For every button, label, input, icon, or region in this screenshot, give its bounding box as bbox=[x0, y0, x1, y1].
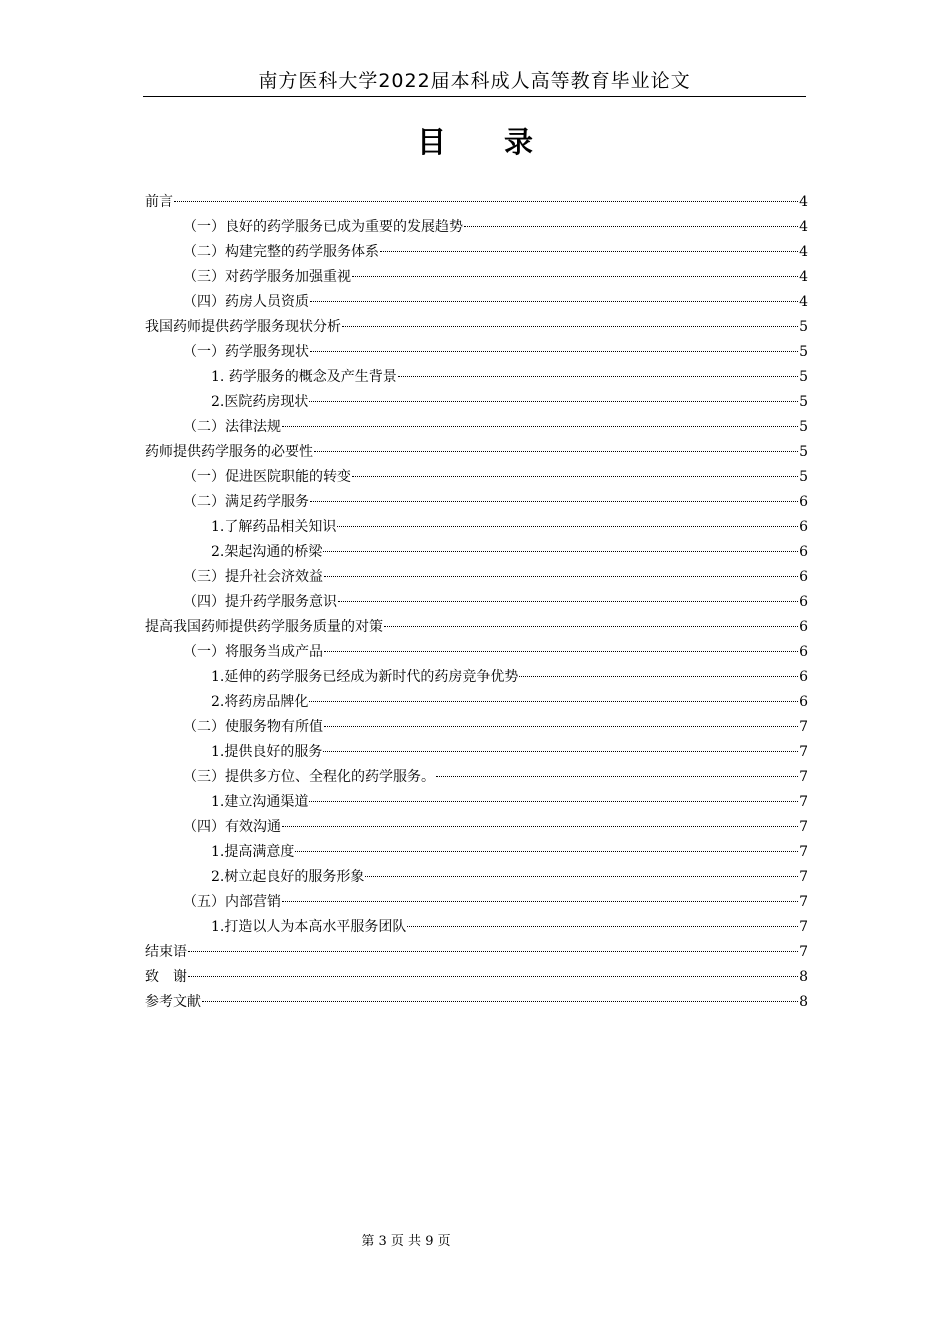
toc-dot-leader bbox=[384, 626, 798, 627]
toc-entry[interactable] bbox=[145, 940, 808, 965]
toc-entry[interactable] bbox=[145, 815, 808, 840]
toc-entry-title: （二）构建完整的药学服务体系 bbox=[183, 244, 379, 260]
toc-entry[interactable] bbox=[145, 440, 808, 465]
toc-dot-leader bbox=[324, 726, 798, 727]
toc-entry[interactable] bbox=[145, 540, 808, 565]
toc-entry-page-number: 4 bbox=[799, 294, 808, 310]
toc-entry-title: 2.医院药房现状 bbox=[211, 394, 309, 410]
toc-entry-title: （一）药学服务现状 bbox=[183, 344, 309, 360]
toc-entry-page-number: 7 bbox=[799, 719, 808, 735]
toc-entry-page-number: 4 bbox=[799, 194, 808, 210]
toc-entry-page-number: 5 bbox=[799, 419, 808, 435]
toc-entry-page-number: 7 bbox=[799, 944, 808, 960]
toc-entry-title: 1.了解药品相关知识 bbox=[211, 519, 337, 535]
toc-dot-leader bbox=[202, 1001, 798, 1002]
toc-entry[interactable] bbox=[145, 715, 808, 740]
toc-entry-title: 致 谢 bbox=[145, 969, 187, 985]
toc-entry[interactable] bbox=[145, 840, 808, 865]
toc-entry[interactable] bbox=[145, 640, 808, 665]
toc-entry-title: 1.提高满意度 bbox=[211, 844, 295, 860]
toc-entry-title: （三）提供多方位、全程化的药学服务。 bbox=[183, 769, 435, 785]
toc-entry[interactable] bbox=[145, 865, 808, 890]
toc-entry-page-number: 6 bbox=[799, 569, 808, 585]
toc-dot-leader bbox=[398, 376, 798, 377]
toc-dot-leader bbox=[282, 426, 798, 427]
toc-dot-leader bbox=[174, 201, 798, 202]
toc-entry-title: 1.延伸的药学服务已经成为新时代的药房竞争优势 bbox=[211, 669, 519, 685]
toc-entry-page-number: 7 bbox=[799, 919, 808, 935]
toc-entry[interactable] bbox=[145, 415, 808, 440]
toc-entry-page-number: 7 bbox=[799, 869, 808, 885]
toc-entry-title: （三）提升社会济效益 bbox=[183, 569, 323, 585]
toc-entry-page-number: 7 bbox=[799, 894, 808, 910]
toc-entry-title: （一）良好的药学服务已成为重要的发展趋势 bbox=[183, 219, 463, 235]
toc-entry-title: 1.提供良好的服务 bbox=[211, 744, 323, 760]
toc-entry[interactable] bbox=[145, 290, 808, 315]
toc-entry-page-number: 6 bbox=[799, 594, 808, 610]
toc-dot-leader bbox=[309, 701, 798, 702]
toc-entry-page-number: 6 bbox=[799, 494, 808, 510]
toc-entry-title: 2.将药房品牌化 bbox=[211, 694, 309, 710]
toc-dot-leader bbox=[188, 976, 798, 977]
toc-entry-page-number: 4 bbox=[799, 219, 808, 235]
toc-entry-title: （三）对药学服务加强重视 bbox=[183, 269, 351, 285]
toc-dot-leader bbox=[310, 351, 798, 352]
toc-entry-page-number: 6 bbox=[799, 669, 808, 685]
toc-entry[interactable] bbox=[145, 490, 808, 515]
toc-entry[interactable] bbox=[145, 990, 808, 1015]
toc-entry-page-number: 5 bbox=[799, 344, 808, 360]
toc-entry[interactable] bbox=[145, 790, 808, 815]
toc-entry[interactable] bbox=[145, 340, 808, 365]
toc-entry-title: （一）将服务当成产品 bbox=[183, 644, 323, 660]
toc-entry[interactable] bbox=[145, 515, 808, 540]
table-of-contents bbox=[145, 190, 808, 1015]
toc-entry-page-number: 7 bbox=[799, 769, 808, 785]
toc-entry-title: （四）药房人员资质 bbox=[183, 294, 309, 310]
toc-entry-title: （四）提升药学服务意识 bbox=[183, 594, 337, 610]
toc-entry[interactable] bbox=[145, 615, 808, 640]
toc-entry-title: 1.建立沟通渠道 bbox=[211, 794, 309, 810]
toc-entry-title: 前言 bbox=[145, 194, 173, 210]
toc-title-char-2: 录 bbox=[504, 125, 534, 159]
toc-dot-leader bbox=[352, 276, 798, 277]
toc-entry[interactable] bbox=[145, 590, 808, 615]
toc-entry[interactable] bbox=[145, 915, 808, 940]
toc-entry[interactable] bbox=[145, 690, 808, 715]
toc-entry-title: 2.架起沟通的桥梁 bbox=[211, 544, 323, 560]
toc-entry-title: （二）使服务物有所值 bbox=[183, 719, 323, 735]
toc-entry-title: （二）法律法规 bbox=[183, 419, 281, 435]
toc-dot-leader bbox=[407, 926, 798, 927]
toc-dot-leader bbox=[337, 526, 798, 527]
toc-entry-title: 1.打造以人为本高水平服务团队 bbox=[211, 919, 407, 935]
toc-entry-title: （一）促进医院职能的转变 bbox=[183, 469, 351, 485]
toc-entry-title: 药师提供药学服务的必要性 bbox=[145, 444, 313, 460]
toc-entry[interactable] bbox=[145, 215, 808, 240]
toc-entry[interactable] bbox=[145, 465, 808, 490]
toc-entry[interactable] bbox=[145, 315, 808, 340]
toc-entry-page-number: 4 bbox=[799, 244, 808, 260]
toc-dot-leader bbox=[282, 826, 798, 827]
toc-entry-title: 我国药师提供药学服务现状分析 bbox=[145, 319, 341, 335]
toc-entry-title: （二）满足药学服务 bbox=[183, 494, 309, 510]
toc-entry-page-number: 7 bbox=[799, 819, 808, 835]
toc-dot-leader bbox=[188, 951, 798, 952]
toc-entry-page-number: 6 bbox=[799, 544, 808, 560]
toc-dot-leader bbox=[436, 776, 798, 777]
toc-entry[interactable] bbox=[145, 390, 808, 415]
toc-dot-leader bbox=[309, 401, 798, 402]
running-header: 南方医科大学2022届本科成人高等教育毕业论文 bbox=[143, 66, 806, 97]
toc-entry[interactable] bbox=[145, 965, 808, 990]
toc-entry-page-number: 6 bbox=[799, 519, 808, 535]
toc-entry-page-number: 5 bbox=[799, 319, 808, 335]
toc-entry-page-number: 5 bbox=[799, 369, 808, 385]
toc-dot-leader bbox=[338, 601, 798, 602]
toc-dot-leader bbox=[352, 476, 798, 477]
toc-dot-leader bbox=[314, 451, 798, 452]
toc-entry-title: （四）有效沟通 bbox=[183, 819, 281, 835]
toc-entry-page-number: 6 bbox=[799, 644, 808, 660]
toc-dot-leader bbox=[309, 801, 798, 802]
toc-entry-title: 结束语 bbox=[145, 944, 187, 960]
toc-entry-page-number: 7 bbox=[799, 844, 808, 860]
toc-entry-title: 参考文献 bbox=[145, 994, 201, 1010]
toc-dot-leader bbox=[310, 501, 798, 502]
toc-dot-leader bbox=[310, 301, 798, 302]
toc-title bbox=[0, 120, 950, 164]
toc-dot-leader bbox=[282, 901, 798, 902]
toc-entry-page-number: 8 bbox=[799, 969, 808, 985]
page-number-footer: 第 3 页 共 9 页 bbox=[361, 1234, 451, 1249]
toc-entry[interactable] bbox=[145, 365, 808, 390]
toc-dot-leader bbox=[519, 676, 798, 677]
toc-dot-leader bbox=[324, 576, 798, 577]
toc-entry-title: （五）内部营销 bbox=[183, 894, 281, 910]
toc-entry[interactable] bbox=[145, 190, 808, 215]
toc-entry-page-number: 5 bbox=[799, 444, 808, 460]
toc-entry-page-number: 6 bbox=[799, 694, 808, 710]
toc-entry-title: 1. 药学服务的概念及产生背景 bbox=[211, 369, 397, 385]
toc-entry-page-number: 8 bbox=[799, 994, 808, 1010]
toc-entry-page-number: 7 bbox=[799, 744, 808, 760]
toc-entry-page-number: 5 bbox=[799, 469, 808, 485]
toc-dot-leader bbox=[342, 326, 798, 327]
toc-dot-leader bbox=[464, 226, 798, 227]
toc-entry-title: 2.树立起良好的服务形象 bbox=[211, 869, 365, 885]
toc-dot-leader bbox=[295, 851, 798, 852]
toc-entry[interactable] bbox=[145, 565, 808, 590]
toc-entry-page-number: 6 bbox=[799, 619, 808, 635]
toc-entry[interactable] bbox=[145, 665, 808, 690]
toc-dot-leader bbox=[380, 251, 798, 252]
toc-dot-leader bbox=[323, 551, 798, 552]
toc-entry-title: 提高我国药师提供药学服务质量的对策 bbox=[145, 619, 383, 635]
toc-entry-page-number: 7 bbox=[799, 794, 808, 810]
toc-entry[interactable] bbox=[145, 265, 808, 290]
toc-entry[interactable] bbox=[145, 740, 808, 765]
toc-dot-leader bbox=[324, 651, 798, 652]
toc-entry[interactable] bbox=[145, 240, 808, 265]
toc-dot-leader bbox=[323, 751, 798, 752]
toc-entry[interactable] bbox=[145, 765, 808, 790]
toc-entry[interactable] bbox=[145, 890, 808, 915]
toc-entry-page-number: 4 bbox=[799, 269, 808, 285]
toc-title-char-1: 目 bbox=[416, 125, 446, 159]
toc-dot-leader bbox=[365, 876, 798, 877]
toc-entry-page-number: 5 bbox=[799, 394, 808, 410]
